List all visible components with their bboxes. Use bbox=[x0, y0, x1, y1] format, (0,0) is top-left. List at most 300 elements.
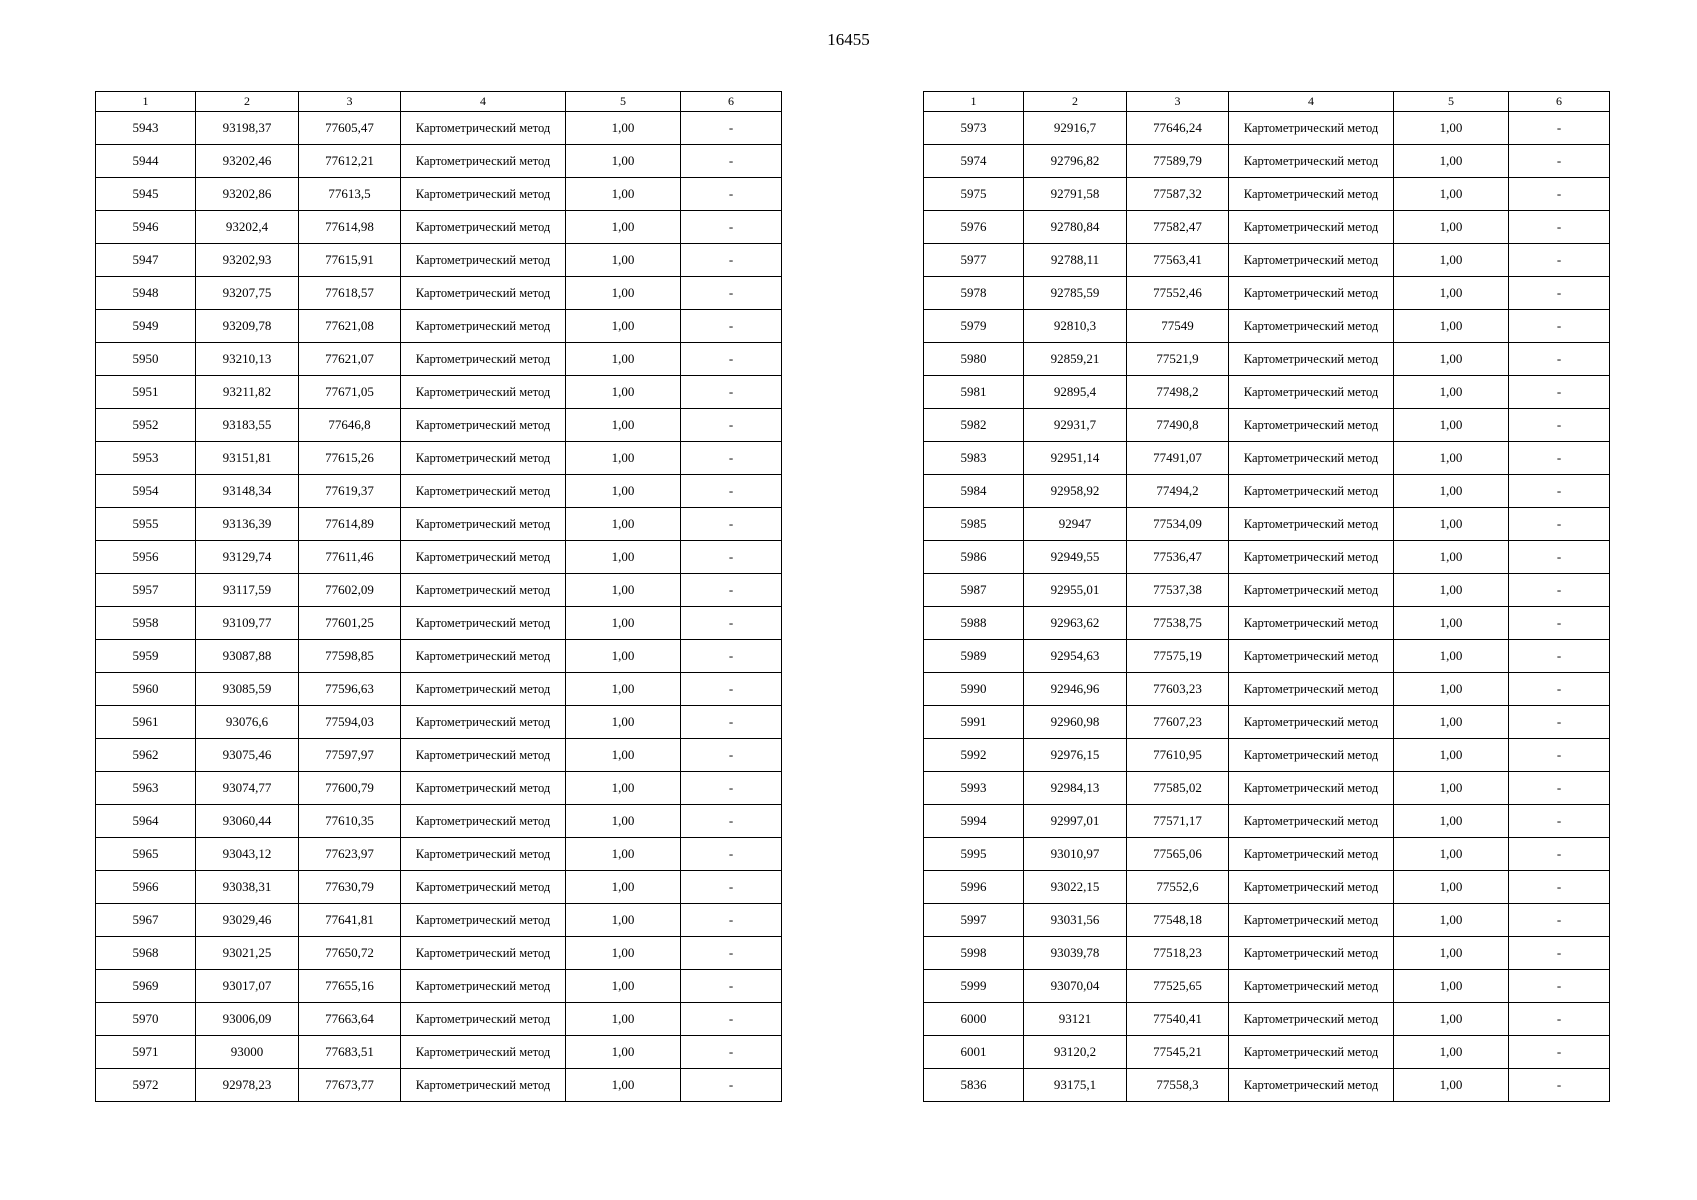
y-coordinate-cell: 77552,6 bbox=[1127, 871, 1229, 904]
x-coordinate-cell: 92788,11 bbox=[1024, 244, 1127, 277]
accuracy-cell: 1,00 bbox=[1394, 112, 1509, 145]
table-row bbox=[96, 211, 782, 244]
table-row bbox=[96, 541, 782, 574]
column-header: 4 bbox=[401, 92, 566, 112]
note-cell: - bbox=[681, 805, 782, 838]
note-cell: - bbox=[1509, 112, 1610, 145]
table-row bbox=[96, 1036, 782, 1069]
y-coordinate-cell: 77563,41 bbox=[1127, 244, 1229, 277]
method-cell: Картометрический метод bbox=[1229, 442, 1394, 475]
accuracy-cell: 1,00 bbox=[1394, 607, 1509, 640]
x-coordinate-cell: 92780,84 bbox=[1024, 211, 1127, 244]
point-number-cell: 5983 bbox=[924, 442, 1024, 475]
point-number-cell: 5954 bbox=[96, 475, 196, 508]
method-cell: Картометрический метод bbox=[401, 937, 566, 970]
table-row bbox=[96, 112, 782, 145]
note-cell: - bbox=[1509, 277, 1610, 310]
method-cell: Картометрический метод bbox=[1229, 838, 1394, 871]
y-coordinate-cell: 77602,09 bbox=[299, 574, 401, 607]
y-coordinate-cell: 77525,65 bbox=[1127, 970, 1229, 1003]
method-cell: Картометрический метод bbox=[401, 871, 566, 904]
y-coordinate-cell: 77621,08 bbox=[299, 310, 401, 343]
point-number-cell: 5949 bbox=[96, 310, 196, 343]
y-coordinate-cell: 77605,47 bbox=[299, 112, 401, 145]
x-coordinate-cell: 93202,46 bbox=[196, 145, 299, 178]
point-number-cell: 5994 bbox=[924, 805, 1024, 838]
point-number-cell: 5976 bbox=[924, 211, 1024, 244]
y-coordinate-cell: 77683,51 bbox=[299, 1036, 401, 1069]
coordinates-table-right bbox=[923, 91, 1610, 1102]
table-row bbox=[96, 343, 782, 376]
accuracy-cell: 1,00 bbox=[566, 772, 681, 805]
accuracy-cell: 1,00 bbox=[566, 1003, 681, 1036]
table-row bbox=[96, 706, 782, 739]
point-number-cell: 5961 bbox=[96, 706, 196, 739]
table-row bbox=[96, 970, 782, 1003]
x-coordinate-cell: 92984,13 bbox=[1024, 772, 1127, 805]
y-coordinate-cell: 77565,06 bbox=[1127, 838, 1229, 871]
accuracy-cell: 1,00 bbox=[1394, 640, 1509, 673]
table-row bbox=[96, 178, 782, 211]
table-row bbox=[96, 376, 782, 409]
column-header: 3 bbox=[1127, 92, 1229, 112]
table-row bbox=[924, 310, 1610, 343]
x-coordinate-cell: 92963,62 bbox=[1024, 607, 1127, 640]
table-row bbox=[924, 244, 1610, 277]
y-coordinate-cell: 77587,32 bbox=[1127, 178, 1229, 211]
note-cell: - bbox=[1509, 178, 1610, 211]
x-coordinate-cell: 93017,07 bbox=[196, 970, 299, 1003]
point-number-cell: 5959 bbox=[96, 640, 196, 673]
point-number-cell: 5990 bbox=[924, 673, 1024, 706]
y-coordinate-cell: 77537,38 bbox=[1127, 574, 1229, 607]
accuracy-cell: 1,00 bbox=[1394, 211, 1509, 244]
x-coordinate-cell: 93038,31 bbox=[196, 871, 299, 904]
table-row bbox=[96, 904, 782, 937]
note-cell: - bbox=[1509, 772, 1610, 805]
note-cell: - bbox=[681, 145, 782, 178]
note-cell: - bbox=[681, 112, 782, 145]
method-cell: Картометрический метод bbox=[401, 970, 566, 1003]
y-coordinate-cell: 77650,72 bbox=[299, 937, 401, 970]
table-row bbox=[924, 277, 1610, 310]
table-row bbox=[924, 112, 1610, 145]
note-cell: - bbox=[681, 442, 782, 475]
method-cell: Картометрический метод bbox=[401, 376, 566, 409]
x-coordinate-cell: 93117,59 bbox=[196, 574, 299, 607]
method-cell: Картометрический метод bbox=[1229, 145, 1394, 178]
point-number-cell: 5952 bbox=[96, 409, 196, 442]
table-row bbox=[924, 871, 1610, 904]
point-number-cell: 6001 bbox=[924, 1036, 1024, 1069]
note-cell: - bbox=[1509, 508, 1610, 541]
method-cell: Картометрический метод bbox=[1229, 541, 1394, 574]
method-cell: Картометрический метод bbox=[1229, 1003, 1394, 1036]
point-number-cell: 5836 bbox=[924, 1069, 1024, 1102]
table-row bbox=[924, 1069, 1610, 1102]
method-cell: Картометрический метод bbox=[401, 772, 566, 805]
note-cell: - bbox=[681, 772, 782, 805]
point-number-cell: 5992 bbox=[924, 739, 1024, 772]
note-cell: - bbox=[681, 904, 782, 937]
method-cell: Картометрический метод bbox=[1229, 772, 1394, 805]
accuracy-cell: 1,00 bbox=[1394, 871, 1509, 904]
note-cell: - bbox=[1509, 706, 1610, 739]
x-coordinate-cell: 93070,04 bbox=[1024, 970, 1127, 1003]
x-coordinate-cell: 93175,1 bbox=[1024, 1069, 1127, 1102]
note-cell: - bbox=[1509, 574, 1610, 607]
accuracy-cell: 1,00 bbox=[1394, 343, 1509, 376]
coordinates-table-left bbox=[95, 91, 782, 1102]
note-cell: - bbox=[681, 706, 782, 739]
y-coordinate-cell: 77612,21 bbox=[299, 145, 401, 178]
y-coordinate-cell: 77615,26 bbox=[299, 442, 401, 475]
y-coordinate-cell: 77534,09 bbox=[1127, 508, 1229, 541]
x-coordinate-cell: 92954,63 bbox=[1024, 640, 1127, 673]
accuracy-cell: 1,00 bbox=[1394, 1069, 1509, 1102]
accuracy-cell: 1,00 bbox=[1394, 1003, 1509, 1036]
point-number-cell: 5980 bbox=[924, 343, 1024, 376]
y-coordinate-cell: 77673,77 bbox=[299, 1069, 401, 1102]
x-coordinate-cell: 93043,12 bbox=[196, 838, 299, 871]
accuracy-cell: 1,00 bbox=[566, 673, 681, 706]
point-number-cell: 5968 bbox=[96, 937, 196, 970]
y-coordinate-cell: 77613,5 bbox=[299, 178, 401, 211]
x-coordinate-cell: 93183,55 bbox=[196, 409, 299, 442]
point-number-cell: 5984 bbox=[924, 475, 1024, 508]
accuracy-cell: 1,00 bbox=[566, 145, 681, 178]
note-cell: - bbox=[681, 211, 782, 244]
note-cell: - bbox=[681, 673, 782, 706]
x-coordinate-cell: 93136,39 bbox=[196, 508, 299, 541]
note-cell: - bbox=[1509, 1036, 1610, 1069]
table-row bbox=[96, 574, 782, 607]
table-row bbox=[924, 178, 1610, 211]
table-row bbox=[924, 211, 1610, 244]
method-cell: Картометрический метод bbox=[401, 838, 566, 871]
accuracy-cell: 1,00 bbox=[1394, 541, 1509, 574]
point-number-cell: 5958 bbox=[96, 607, 196, 640]
point-number-cell: 5974 bbox=[924, 145, 1024, 178]
note-cell: - bbox=[681, 739, 782, 772]
y-coordinate-cell: 77552,46 bbox=[1127, 277, 1229, 310]
accuracy-cell: 1,00 bbox=[566, 541, 681, 574]
point-number-cell: 5971 bbox=[96, 1036, 196, 1069]
table-row bbox=[96, 838, 782, 871]
accuracy-cell: 1,00 bbox=[1394, 277, 1509, 310]
column-header: 5 bbox=[566, 92, 681, 112]
method-cell: Картометрический метод bbox=[401, 145, 566, 178]
point-number-cell: 5998 bbox=[924, 937, 1024, 970]
y-coordinate-cell: 77518,23 bbox=[1127, 937, 1229, 970]
method-cell: Картометрический метод bbox=[1229, 805, 1394, 838]
y-coordinate-cell: 77545,21 bbox=[1127, 1036, 1229, 1069]
method-cell: Картометрический метод bbox=[1229, 937, 1394, 970]
point-number-cell: 6000 bbox=[924, 1003, 1024, 1036]
table-row bbox=[96, 475, 782, 508]
accuracy-cell: 1,00 bbox=[1394, 574, 1509, 607]
x-coordinate-cell: 93087,88 bbox=[196, 640, 299, 673]
table-row bbox=[924, 673, 1610, 706]
accuracy-cell: 1,00 bbox=[566, 1069, 681, 1102]
accuracy-cell: 1,00 bbox=[1394, 772, 1509, 805]
table-row bbox=[924, 739, 1610, 772]
point-number-cell: 5957 bbox=[96, 574, 196, 607]
table-row bbox=[924, 706, 1610, 739]
note-cell: - bbox=[681, 574, 782, 607]
table-row bbox=[924, 1003, 1610, 1036]
method-cell: Картометрический метод bbox=[401, 310, 566, 343]
x-coordinate-cell: 92955,01 bbox=[1024, 574, 1127, 607]
table-row bbox=[924, 475, 1610, 508]
note-cell: - bbox=[681, 937, 782, 970]
y-coordinate-cell: 77548,18 bbox=[1127, 904, 1229, 937]
x-coordinate-cell: 93031,56 bbox=[1024, 904, 1127, 937]
method-cell: Картометрический метод bbox=[401, 475, 566, 508]
column-header: 6 bbox=[1509, 92, 1610, 112]
method-cell: Картометрический метод bbox=[401, 1003, 566, 1036]
table-row bbox=[96, 640, 782, 673]
point-number-cell: 5999 bbox=[924, 970, 1024, 1003]
point-number-cell: 5985 bbox=[924, 508, 1024, 541]
x-coordinate-cell: 93209,78 bbox=[196, 310, 299, 343]
point-number-cell: 5948 bbox=[96, 277, 196, 310]
note-cell: - bbox=[1509, 376, 1610, 409]
note-cell: - bbox=[1509, 541, 1610, 574]
method-cell: Картометрический метод bbox=[1229, 673, 1394, 706]
x-coordinate-cell: 93109,77 bbox=[196, 607, 299, 640]
x-coordinate-cell: 93060,44 bbox=[196, 805, 299, 838]
accuracy-cell: 1,00 bbox=[566, 508, 681, 541]
x-coordinate-cell: 93039,78 bbox=[1024, 937, 1127, 970]
method-cell: Картометрический метод bbox=[1229, 112, 1394, 145]
table-row bbox=[924, 1036, 1610, 1069]
table-row bbox=[924, 937, 1610, 970]
table-row bbox=[924, 541, 1610, 574]
accuracy-cell: 1,00 bbox=[566, 343, 681, 376]
y-coordinate-cell: 77598,85 bbox=[299, 640, 401, 673]
table-row bbox=[924, 805, 1610, 838]
note-cell: - bbox=[681, 970, 782, 1003]
point-number-cell: 5986 bbox=[924, 541, 1024, 574]
note-cell: - bbox=[1509, 640, 1610, 673]
method-cell: Картометрический метод bbox=[401, 112, 566, 145]
table-row bbox=[924, 343, 1610, 376]
y-coordinate-cell: 77603,23 bbox=[1127, 673, 1229, 706]
point-number-cell: 5977 bbox=[924, 244, 1024, 277]
point-number-cell: 5956 bbox=[96, 541, 196, 574]
note-cell: - bbox=[681, 1069, 782, 1102]
x-coordinate-cell: 93129,74 bbox=[196, 541, 299, 574]
note-cell: - bbox=[681, 310, 782, 343]
x-coordinate-cell: 93207,75 bbox=[196, 277, 299, 310]
y-coordinate-cell: 77607,23 bbox=[1127, 706, 1229, 739]
note-cell: - bbox=[1509, 442, 1610, 475]
x-coordinate-cell: 92976,15 bbox=[1024, 739, 1127, 772]
accuracy-cell: 1,00 bbox=[566, 178, 681, 211]
table-row bbox=[924, 772, 1610, 805]
x-coordinate-cell: 92960,98 bbox=[1024, 706, 1127, 739]
accuracy-cell: 1,00 bbox=[1394, 178, 1509, 211]
note-cell: - bbox=[1509, 607, 1610, 640]
method-cell: Картометрический метод bbox=[401, 706, 566, 739]
point-number-cell: 5945 bbox=[96, 178, 196, 211]
table-row bbox=[924, 574, 1610, 607]
point-number-cell: 5955 bbox=[96, 508, 196, 541]
accuracy-cell: 1,00 bbox=[1394, 805, 1509, 838]
y-coordinate-cell: 77494,2 bbox=[1127, 475, 1229, 508]
y-coordinate-cell: 77538,75 bbox=[1127, 607, 1229, 640]
table-row bbox=[96, 673, 782, 706]
table-row bbox=[96, 442, 782, 475]
accuracy-cell: 1,00 bbox=[566, 475, 681, 508]
x-coordinate-cell: 93202,93 bbox=[196, 244, 299, 277]
method-cell: Картометрический метод bbox=[1229, 1069, 1394, 1102]
note-cell: - bbox=[1509, 475, 1610, 508]
x-coordinate-cell: 92916,7 bbox=[1024, 112, 1127, 145]
accuracy-cell: 1,00 bbox=[566, 706, 681, 739]
note-cell: - bbox=[1509, 343, 1610, 376]
accuracy-cell: 1,00 bbox=[566, 574, 681, 607]
method-cell: Картометрический метод bbox=[401, 739, 566, 772]
y-coordinate-cell: 77589,79 bbox=[1127, 145, 1229, 178]
method-cell: Картометрический метод bbox=[1229, 739, 1394, 772]
method-cell: Картометрический метод bbox=[401, 805, 566, 838]
table-row bbox=[924, 409, 1610, 442]
point-number-cell: 5967 bbox=[96, 904, 196, 937]
accuracy-cell: 1,00 bbox=[566, 244, 681, 277]
x-coordinate-cell: 93029,46 bbox=[196, 904, 299, 937]
y-coordinate-cell: 77614,98 bbox=[299, 211, 401, 244]
x-coordinate-cell: 93006,09 bbox=[196, 1003, 299, 1036]
table-row bbox=[924, 970, 1610, 1003]
method-cell: Картометрический метод bbox=[1229, 706, 1394, 739]
accuracy-cell: 1,00 bbox=[1394, 904, 1509, 937]
point-number-cell: 5951 bbox=[96, 376, 196, 409]
method-cell: Картометрический метод bbox=[401, 541, 566, 574]
y-coordinate-cell: 77596,63 bbox=[299, 673, 401, 706]
method-cell: Картометрический метод bbox=[401, 904, 566, 937]
point-number-cell: 5972 bbox=[96, 1069, 196, 1102]
x-coordinate-cell: 93085,59 bbox=[196, 673, 299, 706]
accuracy-cell: 1,00 bbox=[1394, 244, 1509, 277]
accuracy-cell: 1,00 bbox=[566, 904, 681, 937]
method-cell: Картометрический метод bbox=[1229, 871, 1394, 904]
y-coordinate-cell: 77491,07 bbox=[1127, 442, 1229, 475]
table-row bbox=[96, 871, 782, 904]
y-coordinate-cell: 77618,57 bbox=[299, 277, 401, 310]
y-coordinate-cell: 77671,05 bbox=[299, 376, 401, 409]
method-cell: Картометрический метод bbox=[401, 442, 566, 475]
x-coordinate-cell: 93202,4 bbox=[196, 211, 299, 244]
note-cell: - bbox=[681, 343, 782, 376]
note-cell: - bbox=[681, 277, 782, 310]
method-cell: Картометрический метод bbox=[401, 1036, 566, 1069]
x-coordinate-cell: 92997,01 bbox=[1024, 805, 1127, 838]
note-cell: - bbox=[1509, 673, 1610, 706]
point-number-cell: 5978 bbox=[924, 277, 1024, 310]
point-number-cell: 5965 bbox=[96, 838, 196, 871]
accuracy-cell: 1,00 bbox=[566, 838, 681, 871]
note-cell: - bbox=[1509, 739, 1610, 772]
accuracy-cell: 1,00 bbox=[1394, 508, 1509, 541]
y-coordinate-cell: 77490,8 bbox=[1127, 409, 1229, 442]
point-number-cell: 5950 bbox=[96, 343, 196, 376]
note-cell: - bbox=[681, 508, 782, 541]
x-coordinate-cell: 93211,82 bbox=[196, 376, 299, 409]
method-cell: Картометрический метод bbox=[1229, 970, 1394, 1003]
accuracy-cell: 1,00 bbox=[1394, 838, 1509, 871]
accuracy-cell: 1,00 bbox=[1394, 310, 1509, 343]
y-coordinate-cell: 77571,17 bbox=[1127, 805, 1229, 838]
x-coordinate-cell: 92791,58 bbox=[1024, 178, 1127, 211]
table-header-row bbox=[924, 92, 1610, 112]
note-cell: - bbox=[681, 1036, 782, 1069]
x-coordinate-cell: 93000 bbox=[196, 1036, 299, 1069]
table-row bbox=[96, 508, 782, 541]
column-header: 1 bbox=[96, 92, 196, 112]
accuracy-cell: 1,00 bbox=[1394, 706, 1509, 739]
table-row bbox=[924, 838, 1610, 871]
note-cell: - bbox=[681, 376, 782, 409]
y-coordinate-cell: 77623,97 bbox=[299, 838, 401, 871]
note-cell: - bbox=[1509, 838, 1610, 871]
table-row bbox=[96, 244, 782, 277]
y-coordinate-cell: 77585,02 bbox=[1127, 772, 1229, 805]
y-coordinate-cell: 77575,19 bbox=[1127, 640, 1229, 673]
table-row bbox=[924, 904, 1610, 937]
y-coordinate-cell: 77600,79 bbox=[299, 772, 401, 805]
y-coordinate-cell: 77619,37 bbox=[299, 475, 401, 508]
column-header: 1 bbox=[924, 92, 1024, 112]
x-coordinate-cell: 93074,77 bbox=[196, 772, 299, 805]
accuracy-cell: 1,00 bbox=[1394, 376, 1509, 409]
point-number-cell: 5973 bbox=[924, 112, 1024, 145]
table-row bbox=[924, 145, 1610, 178]
point-number-cell: 5946 bbox=[96, 211, 196, 244]
note-cell: - bbox=[1509, 904, 1610, 937]
note-cell: - bbox=[1509, 937, 1610, 970]
y-coordinate-cell: 77521,9 bbox=[1127, 343, 1229, 376]
y-coordinate-cell: 77597,97 bbox=[299, 739, 401, 772]
accuracy-cell: 1,00 bbox=[566, 871, 681, 904]
point-number-cell: 5969 bbox=[96, 970, 196, 1003]
method-cell: Картометрический метод bbox=[401, 673, 566, 706]
accuracy-cell: 1,00 bbox=[1394, 970, 1509, 1003]
x-coordinate-cell: 93022,15 bbox=[1024, 871, 1127, 904]
column-header: 6 bbox=[681, 92, 782, 112]
table-row bbox=[96, 1069, 782, 1102]
point-number-cell: 5944 bbox=[96, 145, 196, 178]
method-cell: Картометрический метод bbox=[1229, 574, 1394, 607]
accuracy-cell: 1,00 bbox=[1394, 673, 1509, 706]
point-number-cell: 5962 bbox=[96, 739, 196, 772]
method-cell: Картометрический метод bbox=[1229, 277, 1394, 310]
table-row bbox=[96, 277, 782, 310]
accuracy-cell: 1,00 bbox=[566, 211, 681, 244]
x-coordinate-cell: 93076,6 bbox=[196, 706, 299, 739]
x-coordinate-cell: 92978,23 bbox=[196, 1069, 299, 1102]
y-coordinate-cell: 77641,81 bbox=[299, 904, 401, 937]
x-coordinate-cell: 93202,86 bbox=[196, 178, 299, 211]
table-row bbox=[924, 640, 1610, 673]
accuracy-cell: 1,00 bbox=[566, 310, 681, 343]
note-cell: - bbox=[681, 838, 782, 871]
note-cell: - bbox=[1509, 1069, 1610, 1102]
method-cell: Картометрический метод bbox=[1229, 244, 1394, 277]
y-coordinate-cell: 77621,07 bbox=[299, 343, 401, 376]
point-number-cell: 5987 bbox=[924, 574, 1024, 607]
